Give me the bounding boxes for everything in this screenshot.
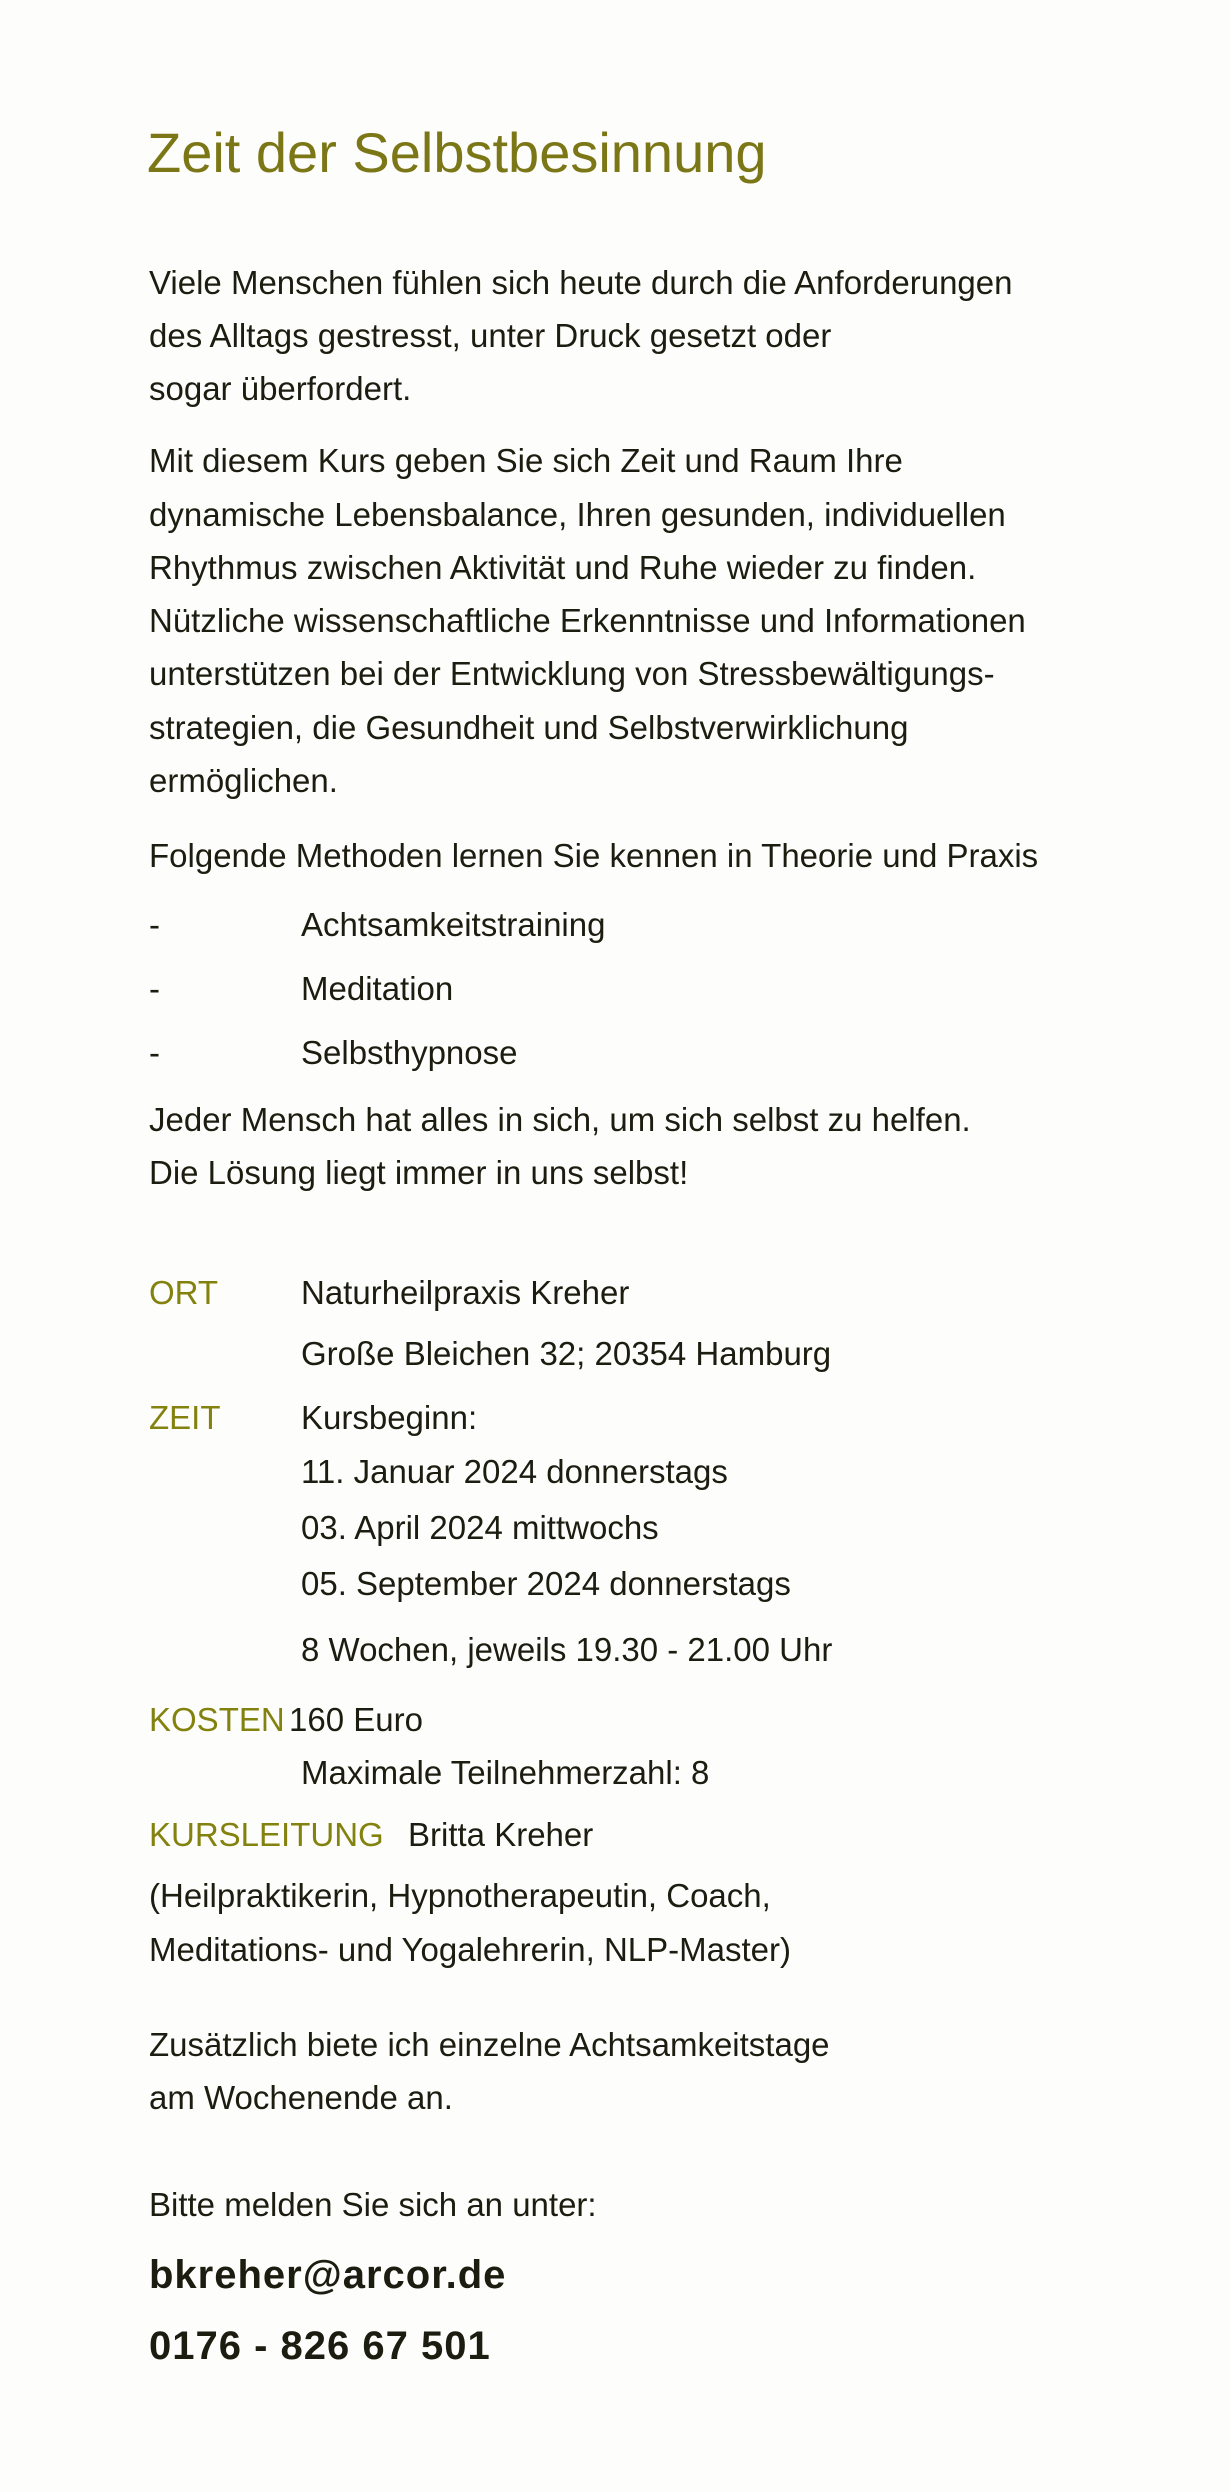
course-line: unterstützen bei der Entwicklung von Stressbewältigungs- bbox=[149, 655, 995, 692]
course-line: Nützliche wissenschaftliche Erkenntnisse und Informationen bbox=[149, 602, 1026, 639]
course-line: Mit diesem Kurs geben Sie sich Zeit und Raum Ihre bbox=[149, 442, 903, 479]
course-line: Rhythmus zwischen Aktivität und Ruhe wieder zu finden. bbox=[149, 549, 977, 586]
zeit-label: ZEIT bbox=[149, 1399, 221, 1436]
extra-line: am Wochenende an. bbox=[149, 2079, 453, 2116]
kursleitung-value: Meditations- und Yogalehrerin, NLP-Master) bbox=[149, 1931, 792, 1968]
kursleitung-value: (Heilpraktikerin, Hypnotherapeutin, Coach, bbox=[149, 1877, 771, 1914]
list-bullet: - bbox=[149, 970, 160, 1007]
list-bullet: - bbox=[149, 1034, 160, 1071]
zeit-value: 05. September 2024 donnerstags bbox=[301, 1565, 791, 1602]
kursleitung-value: Britta Kreher bbox=[408, 1816, 594, 1853]
intro-line: Viele Menschen fühlen sich heute durch die Anforderungen bbox=[149, 264, 1013, 301]
zeit-value: Kursbeginn: bbox=[301, 1399, 478, 1436]
intro-line: sogar überfordert. bbox=[149, 370, 412, 407]
contact-email[interactable]: bkreher@arcor.de bbox=[149, 2253, 507, 2297]
course-line: strategien, die Gesundheit und Selbstverwirklichung bbox=[149, 709, 909, 746]
intro-line: des Alltags gestresst, unter Druck gesetzt oder bbox=[149, 317, 832, 354]
course-line: dynamische Lebensbalance, Ihren gesunden, individuellen bbox=[149, 496, 1006, 533]
course-line: ermöglichen. bbox=[149, 762, 338, 799]
ort-label: ORT bbox=[149, 1274, 219, 1311]
kosten-value: Maximale Teilnehmerzahl: 8 bbox=[301, 1754, 710, 1791]
closing-line: Die Lösung liegt immer in uns selbst! bbox=[149, 1154, 689, 1191]
list-bullet: - bbox=[149, 906, 160, 943]
contact-phone[interactable]: 0176 - 826 67 501 bbox=[149, 2324, 491, 2368]
contact-prompt: Bitte melden Sie sich an unter: bbox=[149, 2186, 597, 2223]
zeit-value: 11. Januar 2024 donnerstags bbox=[301, 1453, 728, 1490]
zeit-value: 8 Wochen, jeweils 19.30 - 21.00 Uhr bbox=[301, 1631, 833, 1668]
list-item: Achtsamkeitstraining bbox=[301, 906, 606, 943]
kosten-label: KOSTEN bbox=[149, 1701, 285, 1738]
kosten-value: 160 Euro bbox=[289, 1701, 423, 1738]
closing-line: Jeder Mensch hat alles in sich, um sich selbst zu helfen. bbox=[149, 1101, 971, 1138]
list-item: Meditation bbox=[301, 970, 454, 1007]
zeit-value: 03. April 2024 mittwochs bbox=[301, 1509, 659, 1546]
kursleitung-label: KURSLEITUNG bbox=[149, 1816, 384, 1853]
ort-value: Naturheilpraxis Kreher bbox=[301, 1274, 630, 1311]
list-item: Selbsthypnose bbox=[301, 1034, 518, 1071]
extra-line: Zusätzlich biete ich einzelne Achtsamkeitstage bbox=[149, 2026, 830, 2063]
methods-intro: Folgende Methoden lernen Sie kennen in Theorie und Praxis bbox=[149, 837, 1039, 874]
page-title: Zeit der Selbstbesinnung bbox=[147, 121, 767, 184]
ort-value: Große Bleichen 32; 20354 Hamburg bbox=[301, 1335, 832, 1372]
